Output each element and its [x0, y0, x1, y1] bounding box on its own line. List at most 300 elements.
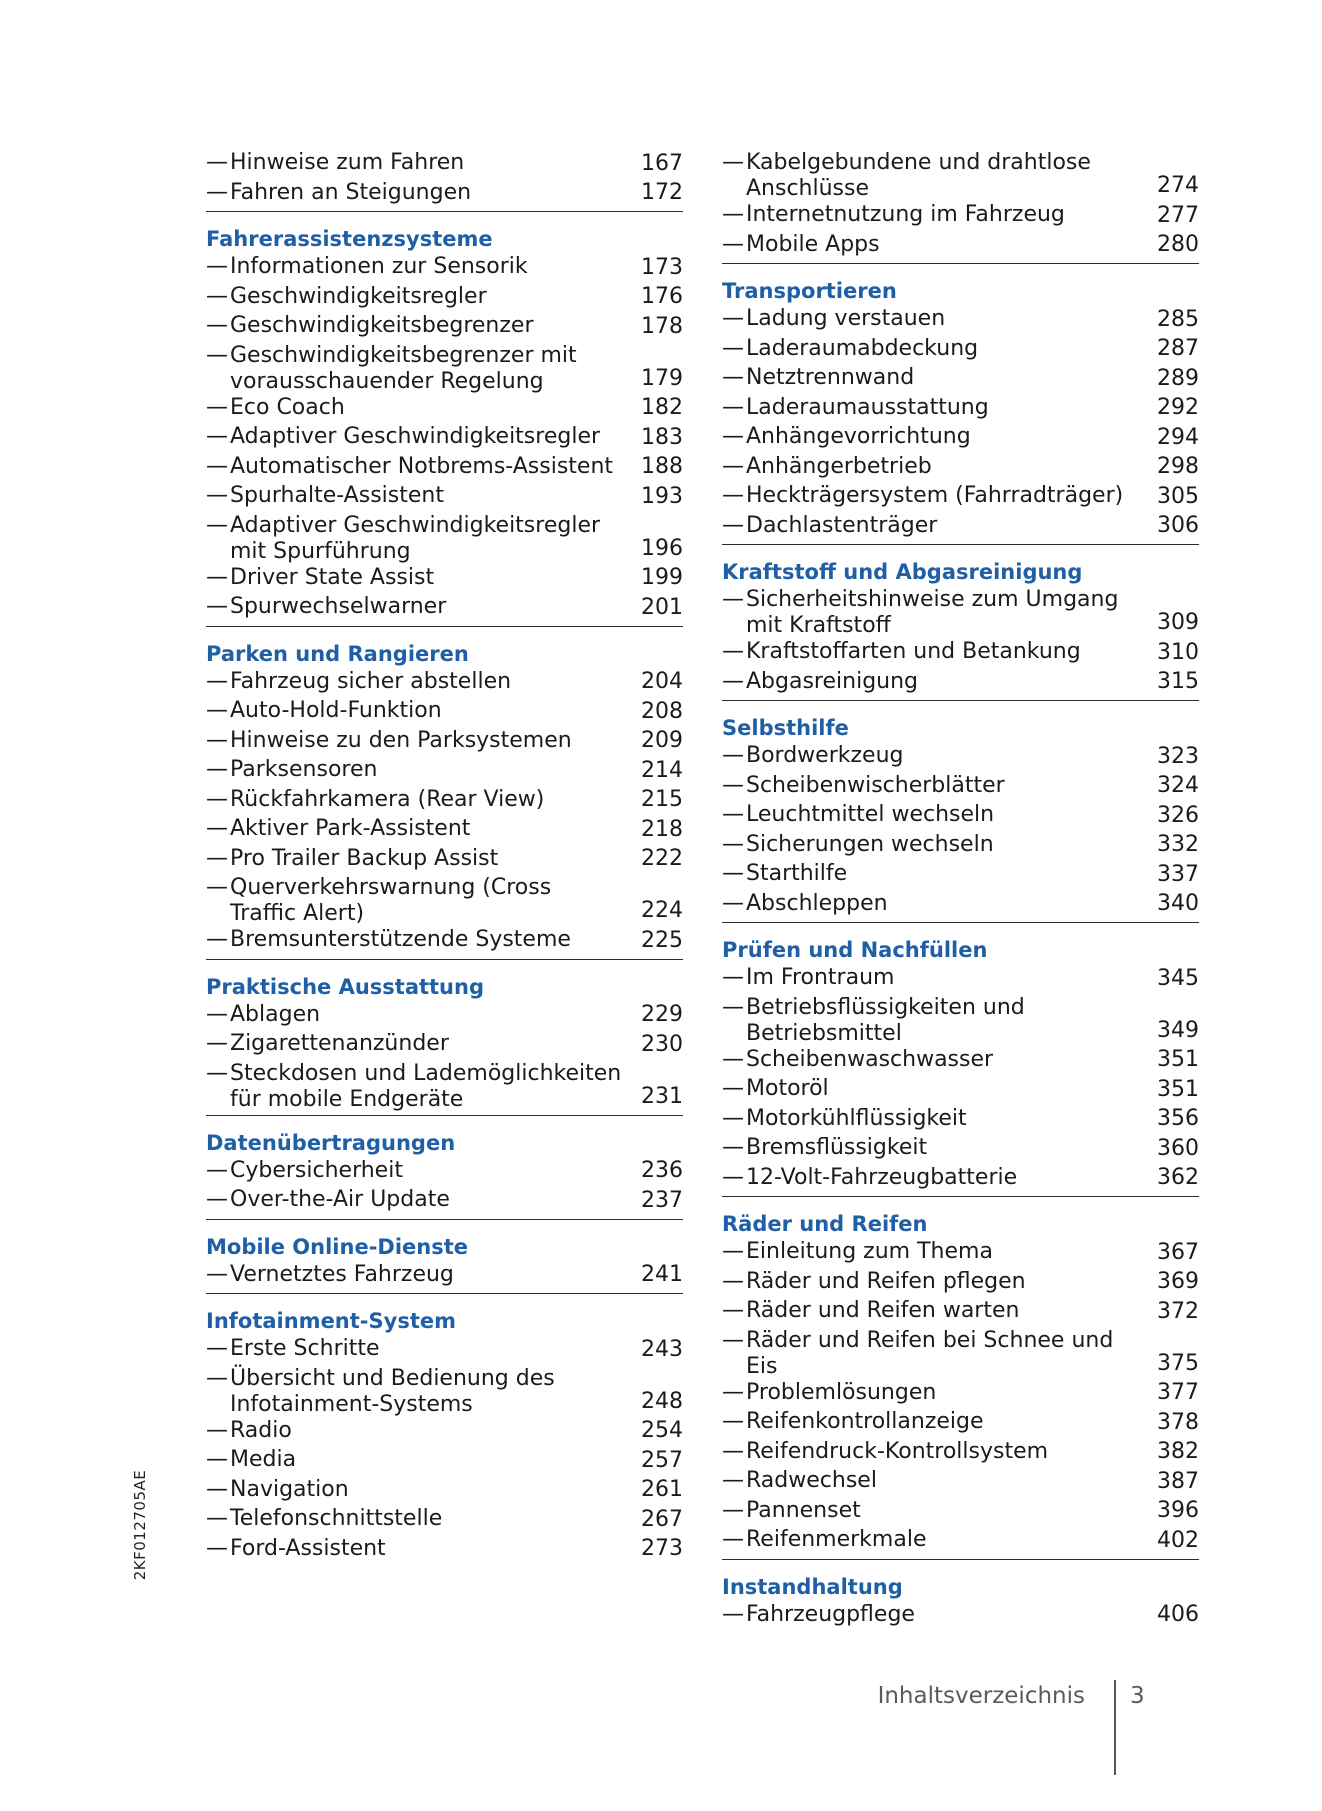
- toc-entry[interactable]: [722, 232, 1199, 262]
- entry-label: Informationen zur Sensorik: [230, 254, 528, 279]
- section-divider: [206, 1293, 683, 1294]
- entry-dash: —: [722, 831, 744, 857]
- entry-page-number: 289: [1157, 365, 1199, 391]
- toc-entry[interactable]: [722, 1076, 1199, 1106]
- entry-dash: —: [206, 698, 228, 723]
- entry-dash: —: [206, 394, 228, 420]
- entry-dash: —: [206, 424, 228, 449]
- toc-column-right: [722, 150, 1199, 1631]
- toc-entry[interactable]: [722, 1106, 1199, 1136]
- entry-page-number: 402: [1157, 1527, 1199, 1553]
- entry-label: Adaptiver Geschwindigkeitsregler: [230, 424, 601, 449]
- entry-dash: —: [206, 1535, 228, 1561]
- entry-dash: —: [722, 453, 744, 479]
- entry-dash: —: [722, 1046, 744, 1072]
- entry-dash: —: [722, 1527, 744, 1552]
- entry-page-number: 332: [1157, 832, 1199, 857]
- entry-page-number: 396: [1157, 1498, 1199, 1523]
- entry-label: Räder und Reifen bei Schnee und Eis: [746, 1327, 1114, 1379]
- toc-entry[interactable]: [206, 1418, 683, 1448]
- entry-label: Pannenset: [746, 1497, 861, 1523]
- entry-page-number: 367: [1157, 1239, 1199, 1265]
- entry-dash: —: [206, 1336, 228, 1361]
- section-divider: [722, 544, 1199, 545]
- entry-dash: —: [722, 965, 744, 990]
- entry-page-number: 261: [641, 1477, 683, 1502]
- entry-dash: —: [722, 424, 744, 449]
- entry-label: Radio: [230, 1417, 292, 1443]
- entry-label: Radwechsel: [746, 1468, 877, 1493]
- entry-dash: —: [206, 483, 228, 508]
- entry-page-number: 285: [1157, 306, 1199, 332]
- toc-entry[interactable]: [206, 757, 683, 787]
- entry-page-number: 204: [641, 669, 683, 694]
- toc-entry[interactable]: [722, 832, 1199, 862]
- entry-page-number: 324: [1157, 773, 1199, 798]
- entry-label: Zigarettenanzünder: [230, 1031, 449, 1056]
- entry-dash: —: [206, 1060, 228, 1086]
- entry-page-number: 372: [1157, 1298, 1199, 1324]
- entry-page-number: 345: [1157, 965, 1199, 991]
- entry-page-number: 209: [641, 728, 683, 753]
- entry-page-number: 273: [641, 1536, 683, 1561]
- entry-label: Laderaumabdeckung: [746, 335, 979, 361]
- toc-entry[interactable]: [206, 1061, 683, 1113]
- entry-dash: —: [206, 1001, 228, 1027]
- entry-label: Erste Schritte: [230, 1336, 380, 1361]
- toc-entry[interactable]: [722, 639, 1199, 669]
- toc-entry[interactable]: [206, 313, 683, 343]
- entry-dash: —: [722, 802, 744, 827]
- entry-dash: —: [722, 1497, 744, 1523]
- entry-dash: —: [722, 1601, 744, 1627]
- entry-page-number: 378: [1157, 1409, 1199, 1435]
- entry-page-number: 287: [1157, 336, 1199, 361]
- entry-label: Anhängerbetrieb: [746, 453, 932, 479]
- toc-entry[interactable]: [206, 284, 683, 314]
- entry-dash: —: [722, 1239, 744, 1264]
- entry-page-number: 340: [1157, 891, 1199, 916]
- section-title[interactable]: Kraftstoff und Abgasreinigung: [722, 560, 1083, 584]
- toc-entry[interactable]: [206, 483, 683, 513]
- entry-label: Starthilfe: [746, 861, 848, 886]
- toc-entry[interactable]: [722, 306, 1199, 336]
- entry-page-number: 183: [641, 424, 683, 450]
- entry-label: Navigation: [230, 1476, 349, 1502]
- entry-dash: —: [206, 453, 228, 479]
- toc-entry[interactable]: [206, 875, 683, 927]
- entry-label: Problemlösungen: [746, 1379, 937, 1405]
- toc-entry[interactable]: [206, 594, 683, 624]
- entry-label: Ford-Assistent: [230, 1535, 386, 1561]
- entry-label: Reifenkontrollanzeige: [746, 1409, 984, 1434]
- entry-dash: —: [722, 365, 744, 390]
- entry-page-number: 356: [1157, 1106, 1199, 1131]
- section-title[interactable]: Prüfen und Nachfüllen: [722, 938, 988, 962]
- toc-entry[interactable]: [722, 365, 1199, 395]
- toc-entry[interactable]: [206, 1447, 683, 1477]
- entry-dash: —: [722, 1076, 744, 1101]
- entry-page-number: 267: [641, 1506, 683, 1532]
- toc-entry[interactable]: [722, 336, 1199, 366]
- entry-page-number: 298: [1157, 454, 1199, 479]
- toc-entry[interactable]: [722, 995, 1199, 1047]
- entry-label: Geschwindigkeitsregler: [230, 283, 487, 309]
- entry-dash: —: [722, 1438, 744, 1464]
- entry-label: Adaptiver Geschwindigkeitsregler mit Spurführung: [230, 512, 601, 564]
- toc-entry[interactable]: [722, 743, 1199, 773]
- section-divider: [206, 1115, 683, 1116]
- entry-page-number: 254: [641, 1418, 683, 1443]
- toc-entry[interactable]: [722, 1602, 1199, 1632]
- entry-label: Räder und Reifen pflegen: [746, 1268, 1026, 1294]
- entry-page-number: 208: [641, 698, 683, 724]
- entry-page-number: 323: [1157, 743, 1199, 769]
- entry-label: Fahrzeug sicher abstellen: [230, 668, 512, 694]
- toc-entry[interactable]: [206, 1336, 683, 1366]
- entry-dash: —: [722, 1298, 744, 1323]
- entry-label: Sicherungen wechseln: [746, 831, 994, 857]
- toc-entry[interactable]: [206, 150, 683, 180]
- toc-entry[interactable]: [722, 965, 1199, 995]
- entry-label: Im Frontraum: [746, 965, 895, 990]
- entry-dash: —: [722, 587, 744, 612]
- entry-dash: —: [206, 283, 228, 309]
- entry-label: Eco Coach: [230, 394, 345, 420]
- entry-page-number: 349: [1157, 1017, 1199, 1043]
- entry-label: Kraftstoffarten und Betankung: [746, 639, 1081, 664]
- section-title[interactable]: Selbsthilfe: [722, 716, 849, 740]
- toc-entry[interactable]: [206, 254, 683, 284]
- entry-dash: —: [722, 231, 744, 257]
- entry-page-number: 351: [1157, 1047, 1199, 1072]
- entry-label: Parksensoren: [230, 757, 378, 782]
- entry-page-number: 167: [641, 150, 683, 176]
- entry-label: Bremsunterstützende Systeme: [230, 927, 571, 952]
- section-title[interactable]: Räder und Reifen: [722, 1212, 928, 1236]
- toc-entry[interactable]: [206, 698, 683, 728]
- toc-entry[interactable]: [206, 1187, 683, 1217]
- toc-entry[interactable]: [722, 861, 1199, 891]
- entry-page-number: 214: [641, 757, 683, 783]
- entry-page-number: 176: [641, 284, 683, 309]
- entry-page-number: 222: [641, 846, 683, 871]
- entry-page-number: 294: [1157, 424, 1199, 450]
- entry-dash: —: [206, 512, 228, 538]
- entry-page-number: 229: [641, 1002, 683, 1027]
- entry-dash: —: [722, 1327, 744, 1353]
- entry-label: Spurwechselwarner: [230, 594, 447, 619]
- section-title[interactable]: Fahrerassistenzsysteme: [206, 227, 493, 251]
- entry-dash: —: [206, 1157, 228, 1183]
- toc-entry[interactable]: [206, 1536, 683, 1566]
- toc-entry[interactable]: [722, 1269, 1199, 1299]
- entry-label: Media: [230, 1447, 297, 1472]
- entry-dash: —: [722, 306, 744, 331]
- toc-entry[interactable]: [722, 1135, 1199, 1165]
- entry-page-number: 173: [641, 254, 683, 280]
- entry-dash: —: [206, 594, 228, 619]
- section-title[interactable]: Datenübertragungen: [206, 1130, 456, 1155]
- entry-label: Spurhalte-Assistent: [230, 483, 444, 508]
- entry-page-number: 274: [1157, 173, 1199, 198]
- section-title[interactable]: Mobile Online-Dienste: [206, 1234, 469, 1259]
- entry-label: Ablagen: [230, 1001, 321, 1027]
- entry-page-number: 377: [1157, 1380, 1199, 1405]
- entry-page-number: 237: [641, 1187, 683, 1213]
- entry-page-number: 351: [1157, 1076, 1199, 1102]
- toc-column-left: [206, 150, 683, 1565]
- entry-dash: —: [722, 668, 744, 694]
- section-title[interactable]: Instandhaltung: [722, 1574, 903, 1599]
- entry-dash: —: [206, 254, 228, 279]
- entry-label: Telefonschnittstelle: [230, 1506, 443, 1531]
- entry-page-number: 215: [641, 787, 683, 812]
- toc-entry[interactable]: [206, 180, 683, 210]
- toc-entry[interactable]: [206, 846, 683, 876]
- entry-label: Mobile Apps: [746, 231, 880, 257]
- toc-entry[interactable]: [206, 1262, 683, 1292]
- entry-page-number: 369: [1157, 1269, 1199, 1294]
- entry-page-number: 362: [1157, 1165, 1199, 1190]
- entry-page-number: 172: [641, 180, 683, 205]
- toc-entry[interactable]: [206, 1158, 683, 1188]
- entry-label: Scheibenwischerblätter: [746, 772, 1005, 798]
- section-divider: [722, 700, 1199, 701]
- entry-dash: —: [206, 875, 228, 900]
- section-title[interactable]: Infotainment-System: [206, 1309, 456, 1333]
- entry-label: Bordwerkzeug: [746, 743, 904, 768]
- entry-label: Motorkühlflüssigkeit: [746, 1105, 967, 1131]
- entry-page-number: 248: [641, 1388, 683, 1414]
- entry-page-number: 387: [1157, 1468, 1199, 1494]
- toc-entry[interactable]: [722, 1380, 1199, 1410]
- entry-page-number: 292: [1157, 395, 1199, 420]
- entry-page-number: 309: [1157, 610, 1199, 635]
- entry-label: Over-the-Air Update: [230, 1187, 450, 1212]
- toc-entry[interactable]: [722, 802, 1199, 832]
- entry-label: Netztrennwand: [746, 365, 915, 390]
- entry-page-number: 277: [1157, 202, 1199, 228]
- entry-page-number: 225: [641, 927, 683, 953]
- entry-page-number: 218: [641, 816, 683, 842]
- entry-label: Driver State Assist: [230, 564, 435, 590]
- entry-page-number: 179: [641, 365, 683, 391]
- entry-page-number: 230: [641, 1031, 683, 1057]
- entry-label: Scheibenwaschwasser: [746, 1046, 994, 1072]
- entry-dash: —: [722, 394, 744, 420]
- entry-dash: —: [722, 1409, 744, 1434]
- entry-label: Reifendruck-Kontrollsystem: [746, 1438, 1049, 1464]
- entry-dash: —: [722, 1135, 744, 1160]
- entry-dash: —: [206, 1187, 228, 1212]
- entry-page-number: 406: [1157, 1602, 1199, 1627]
- entry-label: Vernetztes Fahrzeug: [230, 1261, 454, 1287]
- toc-entry[interactable]: [722, 1328, 1199, 1380]
- entry-label: Reifenmerkmale: [746, 1527, 927, 1552]
- toc-entry[interactable]: [206, 1002, 683, 1032]
- toc-entry[interactable]: [206, 728, 683, 758]
- entry-dash: —: [722, 1379, 744, 1405]
- toc-entry[interactable]: [722, 1047, 1199, 1077]
- section-divider: [206, 626, 683, 627]
- toc-entry[interactable]: [722, 454, 1199, 484]
- entry-dash: —: [206, 1447, 228, 1472]
- toc-entry[interactable]: [206, 395, 683, 425]
- toc-entry[interactable]: [722, 1498, 1199, 1528]
- section-divider: [722, 922, 1199, 923]
- entry-label: Dachlastenträger: [746, 512, 938, 538]
- entry-dash: —: [722, 861, 744, 886]
- toc-entry[interactable]: [722, 483, 1199, 513]
- entry-page-number: 305: [1157, 483, 1199, 509]
- toc-entry[interactable]: [722, 1439, 1199, 1469]
- entry-page-number: 236: [641, 1158, 683, 1183]
- toc-entry[interactable]: [722, 1527, 1199, 1557]
- section-divider: [722, 263, 1199, 264]
- entry-label: Kabelgebundene und drahtlose Anschlüsse: [746, 150, 1091, 201]
- entry-dash: —: [722, 1268, 744, 1294]
- entry-dash: —: [206, 816, 228, 841]
- entry-dash: —: [722, 202, 744, 227]
- toc-entry[interactable]: [722, 1409, 1199, 1439]
- entry-label: Laderaumausstattung: [746, 394, 989, 420]
- entry-dash: —: [206, 313, 228, 338]
- toc-entry[interactable]: [206, 927, 683, 957]
- entry-page-number: 196: [641, 535, 683, 561]
- entry-dash: —: [722, 483, 744, 508]
- entry-dash: —: [206, 786, 228, 812]
- entry-label: Motoröl: [746, 1076, 829, 1101]
- document-code: 2KF012705AE: [131, 1469, 149, 1581]
- toc-entry[interactable]: [206, 513, 683, 565]
- entry-dash: —: [722, 772, 744, 798]
- entry-dash: —: [722, 890, 744, 916]
- toc-entry[interactable]: [206, 454, 683, 484]
- entry-label: Auto-Hold-Funktion: [230, 698, 442, 723]
- toc-entry[interactable]: [722, 1468, 1199, 1498]
- entry-label: 12-Volt-Fahrzeugbatterie: [746, 1164, 1018, 1190]
- entry-label: Leuchtmittel wechseln: [746, 802, 995, 827]
- toc-entry[interactable]: [722, 773, 1199, 803]
- entry-label: Abgasreinigung: [746, 668, 919, 694]
- entry-dash: —: [206, 845, 228, 871]
- entry-label: Ladung verstauen: [746, 306, 946, 331]
- toc-entry[interactable]: [206, 1031, 683, 1061]
- entry-page-number: 224: [641, 898, 683, 923]
- section-divider: [206, 1219, 683, 1220]
- entry-page-number: 360: [1157, 1135, 1199, 1161]
- toc-entry[interactable]: [206, 1477, 683, 1507]
- entry-dash: —: [722, 1468, 744, 1493]
- entry-label: Hinweise zu den Parksystemen: [230, 727, 572, 753]
- entry-dash: —: [206, 927, 228, 952]
- entry-label: Automatischer Notbrems-Assistent: [230, 453, 614, 479]
- entry-page-number: 178: [641, 313, 683, 339]
- toc-entry[interactable]: [722, 587, 1199, 639]
- entry-label: Geschwindigkeitsbegrenzer: [230, 313, 534, 338]
- section-divider: [722, 1196, 1199, 1197]
- entry-dash: —: [206, 1506, 228, 1531]
- entry-page-number: 243: [641, 1336, 683, 1362]
- toc-entry[interactable]: [722, 202, 1199, 232]
- toc-entry[interactable]: [722, 1239, 1199, 1269]
- toc-entry[interactable]: [206, 343, 683, 395]
- toc-entry[interactable]: [722, 1165, 1199, 1195]
- entry-dash: —: [722, 512, 744, 538]
- entry-label: Querverkehrswarnung (Cross Traffic Alert): [230, 875, 552, 926]
- toc-entry[interactable]: [206, 787, 683, 817]
- toc-entry[interactable]: [722, 669, 1199, 699]
- section-title[interactable]: Parken und Rangieren: [206, 641, 469, 666]
- entry-label: Anhängevorrichtung: [746, 424, 971, 449]
- entry-label: Pro Trailer Backup Assist: [230, 845, 499, 871]
- toc-entry[interactable]: [206, 565, 683, 595]
- entry-label: Cybersicherheit: [230, 1157, 403, 1183]
- entry-dash: —: [722, 335, 744, 361]
- entry-dash: —: [206, 1417, 228, 1443]
- toc-entry[interactable]: [206, 1366, 683, 1418]
- section-title[interactable]: Praktische Ausstattung: [206, 974, 484, 999]
- entry-dash: —: [206, 1031, 228, 1056]
- entry-dash: —: [206, 727, 228, 753]
- entry-label: Fahren an Steigungen: [230, 179, 472, 205]
- entry-label: Fahrzeugpflege: [746, 1601, 915, 1627]
- entry-label: Hinweise zum Fahren: [230, 150, 465, 175]
- entry-label: Bremsflüssigkeit: [746, 1135, 928, 1160]
- entry-label: Betriebsflüssigkeiten und Betriebsmittel: [746, 994, 1025, 1046]
- entry-page-number: 201: [641, 594, 683, 620]
- entry-dash: —: [206, 179, 228, 205]
- toc-entry[interactable]: [722, 1298, 1199, 1328]
- section-divider: [206, 959, 683, 960]
- toc-entry[interactable]: [206, 424, 683, 454]
- entry-dash: —: [722, 639, 744, 664]
- section-divider: [722, 1559, 1199, 1560]
- entry-dash: —: [722, 743, 744, 768]
- entry-page-number: 375: [1157, 1350, 1199, 1376]
- entry-page-number: 337: [1157, 861, 1199, 887]
- toc-entry[interactable]: [206, 1506, 683, 1536]
- entry-page-number: 326: [1157, 802, 1199, 828]
- entry-dash: —: [206, 564, 228, 590]
- entry-label: Steckdosen und Lademöglichkeiten für mobile Endgeräte: [230, 1060, 622, 1112]
- entry-page-number: 241: [641, 1262, 683, 1287]
- entry-dash: —: [206, 668, 228, 694]
- entry-page-number: 310: [1157, 639, 1199, 665]
- toc-entry[interactable]: [722, 891, 1199, 921]
- entry-dash: —: [722, 1164, 744, 1190]
- toc-entry[interactable]: [722, 150, 1199, 202]
- entry-dash: —: [206, 342, 228, 368]
- entry-page-number: 315: [1157, 669, 1199, 694]
- entry-page-number: 199: [641, 565, 683, 590]
- toc-entry[interactable]: [722, 513, 1199, 543]
- entry-dash: —: [206, 1476, 228, 1502]
- toc-entry[interactable]: [722, 395, 1199, 425]
- toc-entry[interactable]: [722, 424, 1199, 454]
- section-title[interactable]: Transportieren: [722, 279, 897, 303]
- entry-label: Aktiver Park-Assistent: [230, 816, 471, 841]
- toc-entry[interactable]: [206, 816, 683, 846]
- toc-entry[interactable]: [206, 669, 683, 699]
- entry-label: Räder und Reifen warten: [746, 1298, 1020, 1323]
- footer-title: Inhaltsverzeichnis: [877, 1683, 1085, 1709]
- entry-page-number: 188: [641, 454, 683, 479]
- entry-dash: —: [722, 994, 744, 1020]
- entry-dash: —: [206, 1365, 228, 1391]
- entry-page-number: 231: [641, 1083, 683, 1109]
